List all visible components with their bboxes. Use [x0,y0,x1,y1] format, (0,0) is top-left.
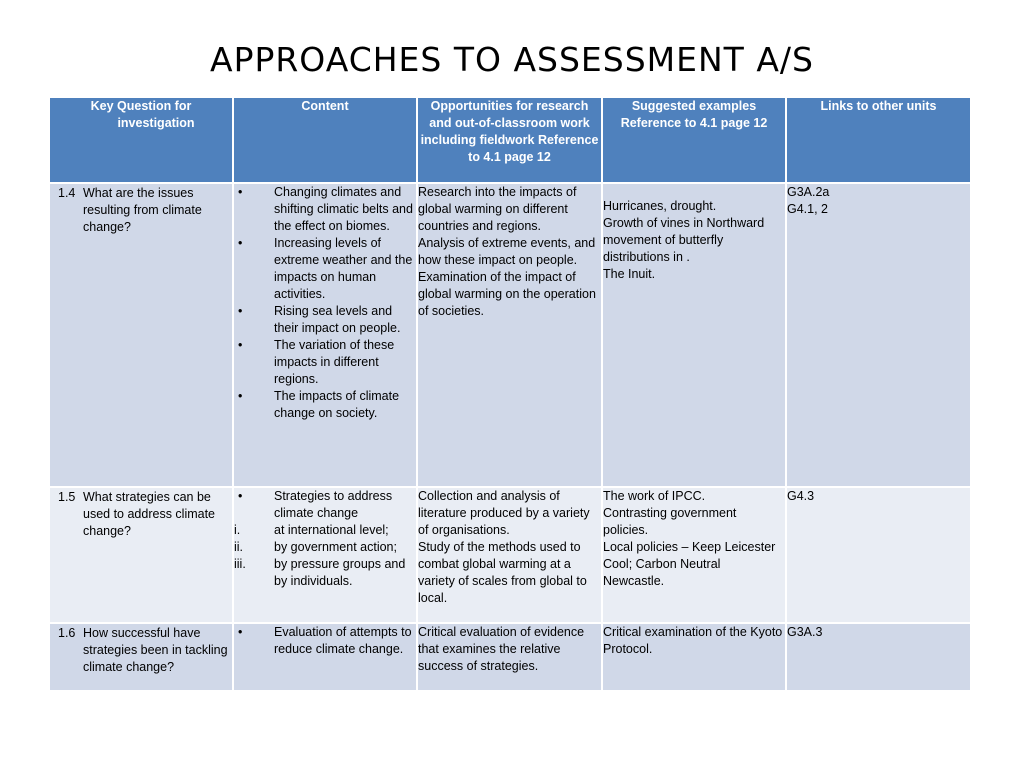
opportunity-line: Analysis of extreme events, and how these impact on people. [418,236,596,267]
bullet-marker: • [238,625,243,639]
link-ref: G4.1, 2 [787,202,828,216]
opportunities-cell [417,623,602,691]
list-item [234,303,416,337]
opportunity-line: Examination of the impact of global warming on the operation of societies. [418,270,596,318]
question-text: What are the issues resulting from climate change? [83,186,202,234]
bullet-marker: • [238,389,243,403]
question-number: 1.4 [58,186,76,200]
question-text: What strategies can be used to address climate change? [83,490,216,538]
bullet-text: The variation of these impacts in different regions. [274,338,395,386]
opportunity-line: Collection and analysis of literature produced by a variety of organisations. [418,489,590,537]
link-ref: G4.3 [787,489,815,503]
link-ref: G3A.2a [787,185,830,199]
suggested-line: The work of IPCC. [603,489,706,503]
bullet-text: Changing climates and shifting climatic belts and the effect on biomes. [274,185,413,233]
suggested-cell [602,183,786,487]
suggested-line: Contrasting government policies. [603,506,737,537]
bullet-marker: • [238,338,243,352]
header-content: Content [233,97,417,183]
links-cell [786,623,971,691]
opportunity-line: Study of the methods used to combat global warming at a variety of scales from global to local. [418,540,587,605]
bullet-text: at international level; [274,523,389,537]
list-item [234,235,416,303]
header-opportunities: Opportunities for research and out-of-classroom work including fieldwork Reference to 4.1 page 12 [417,97,602,183]
content-cell [233,487,417,623]
bullet-text: by pressure groups and by individuals. [274,557,406,588]
bullet-text: Strategies to address climate change [274,489,393,520]
list-item [234,388,416,422]
opportunity-line: Critical evaluation of evidence that examines the relative success of strategies. [418,625,585,673]
bullet-marker: • [238,236,243,250]
bullet-marker: • [238,185,243,199]
opportunities-cell [417,183,602,487]
link-ref: G3A.3 [787,625,823,639]
question-number: 1.6 [58,626,76,640]
assessment-table [48,96,972,692]
key-question-cell [49,183,233,487]
list-item [234,539,416,556]
question-text: How successful have strategies been in tackling climate change? [83,626,228,674]
header-suggested: Suggested examples Reference to 4.1 page 12 [602,97,786,183]
bullet-marker: • [238,489,243,503]
header-key-question-line1: Key Question for [90,99,192,113]
bullet-text: The impacts of climate change on society. [274,389,400,420]
opportunities-cell [417,487,602,623]
suggested-cell [602,487,786,623]
list-item [234,522,416,539]
question-number: 1.5 [58,490,76,504]
table-row [49,487,971,623]
slide-title: APPROACHES TO ASSESSMENT A/S [210,40,814,79]
table-row [49,623,971,691]
bullet-text: Rising sea levels and their impact on people. [274,304,401,335]
bullet-text: by government action; [274,540,397,554]
bullet-text: Increasing levels of extreme weather and the impacts on human activities. [274,236,413,301]
numeral-marker: i. [234,523,241,537]
suggested-cell [602,623,786,691]
bullet-marker: • [238,304,243,318]
bullet-text: Evaluation of attempts to reduce climate change. [274,625,412,656]
suggested-line: The Inuit. [603,267,656,281]
links-cell [786,487,971,623]
suggested-line: Growth of vines in Northward movement of butterfly distributions in . [603,216,765,264]
header-row [49,97,971,183]
list-item [234,556,416,590]
header-links: Links to other units [786,97,971,183]
table-row [49,183,971,487]
list-item [234,624,416,658]
numeral-marker: ii. [234,540,244,554]
content-cell [233,183,417,487]
key-question-cell [49,487,233,623]
list-item [234,337,416,388]
content-cell [233,623,417,691]
key-question-cell [49,623,233,691]
list-item [234,184,416,235]
list-item [234,488,416,522]
suggested-line: Hurricanes, drought. [603,199,717,213]
suggested-line: Local policies – Keep Leicester Cool; Carbon Neutral Newcastle. [603,540,776,588]
numeral-marker: iii. [234,557,246,571]
header-key-question-line2: investigation [117,116,195,130]
header-key-question [49,97,233,183]
links-cell [786,183,971,487]
suggested-line: Critical examination of the Kyoto Protocol. [603,625,783,656]
opportunity-line: Research into the impacts of global warming on different countries and regions. [418,185,577,233]
